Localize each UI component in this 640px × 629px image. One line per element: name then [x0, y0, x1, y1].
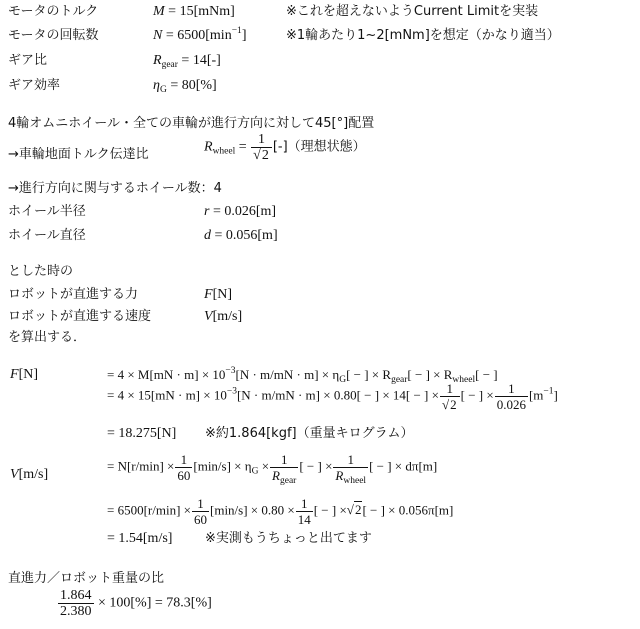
- force-eq-line2: = $4 \times 15[mN \cdot m] \times 10^{-3}[N \cdot m/mN \cdot m] \times 0.80$[ − ] × 14[ − ] × $\frac{1}{√2}$ [ − ] × $\frac{1}{0.026}$ $[m^{-1}]$: [107, 381, 558, 412]
- transfer-equation: $R_{wheel}$ = $\frac{1}{√2}$ [-]（理想状態）: [204, 132, 366, 163]
- spec-eq-gear: $R_{gear} = 14[-]$: [153, 53, 221, 70]
- wheel-diameter-value: d = 0.056[m]: [204, 228, 278, 243]
- transfer-fraction: $\frac{1}{√2}$: [251, 132, 272, 163]
- ratio-title: 直進力／ロボット重量の比: [8, 571, 165, 586]
- spec-label-efficiency: ギア効率: [8, 78, 61, 93]
- ratio-equation: $\frac{1.864}{2.380}$ × 100[%] = 78.3[%]: [60, 588, 212, 619]
- speed-eq-note: ※実測もうちょっと出てます: [205, 531, 372, 546]
- force-eq-lhs: F[N]: [10, 367, 38, 382]
- transfer-label: →車輪地面トルク伝達比: [8, 147, 149, 162]
- force-eq-result: = 18.275[N]: [107, 426, 177, 441]
- speed-symbol: V[m/s]: [204, 309, 243, 324]
- spec-note-rpm: ※1輪あたり1~2[mNm]を想定（かなり適当）: [286, 28, 560, 43]
- force-eq-note: ※約1.864[kgf]（重量キログラム）: [205, 426, 414, 441]
- speed-eq-line1: = N[r/min] × $\frac{1}{60}$ $[\min/s] \times \eta_G$ × $\frac{1}{R_{gear}}$ [ − ] × $\frac{1}{R_{wheel}}$ [ − ] × dπ[m]: [107, 452, 438, 486]
- wheel-radius-label: ホイール半径: [8, 204, 86, 219]
- spec-eq-torque: M = 15[mNm]: [153, 4, 235, 19]
- force-label: ロボットが直進する力: [8, 287, 139, 302]
- spec-label-torque: モータのトルク: [8, 4, 99, 19]
- compute-text: を算出する．: [8, 330, 87, 345]
- speed-eq-lhs: V[m/s]: [10, 467, 49, 482]
- wheel-diameter-label: ホイール直径: [8, 228, 86, 243]
- speed-eq-result: = 1.54[m/s]: [107, 531, 173, 546]
- force-eq-line1: = $4 \times M[mN \cdot m] \times 10^{-3}[N \cdot m/mN \cdot m] \times \eta_G$[ − ] × $R_{gear}$[ − ] × $R_{wheel}$[ − ]: [107, 366, 498, 385]
- config-line: 4輪オムニホイール・全ての車輪が進行方向に対して45[°]配置: [8, 116, 375, 131]
- spec-eq-rpm: $N = 6500[\min^{-1}]$: [153, 26, 247, 43]
- force-symbol: F[N]: [204, 287, 232, 302]
- speed-label: ロボットが直進する速度: [8, 309, 152, 324]
- spec-label-rpm: モータの回転数: [8, 28, 99, 43]
- spec-eq-efficiency: $\eta_G = 80[\%]$: [153, 78, 217, 95]
- wheel-count: →進行方向に関与するホイール数：4: [8, 181, 222, 196]
- condition-text: とした時の: [8, 264, 74, 279]
- wheel-radius-value: r = 0.026[m]: [204, 204, 277, 219]
- spec-label-gear: ギア比: [8, 53, 48, 68]
- speed-eq-line2: = 6500[r/min] × $\frac{1}{60}$ [min/s] × 0.80 × $\frac{1}{14}$ [ − ] ×√2[ − ] × 0.056π[m]: [107, 496, 454, 527]
- spec-note-torque: ※これを超えないようCurrent Limitを実装: [286, 4, 539, 19]
- ratio-fraction: $\frac{1.864}{2.380}$: [60, 588, 92, 619]
